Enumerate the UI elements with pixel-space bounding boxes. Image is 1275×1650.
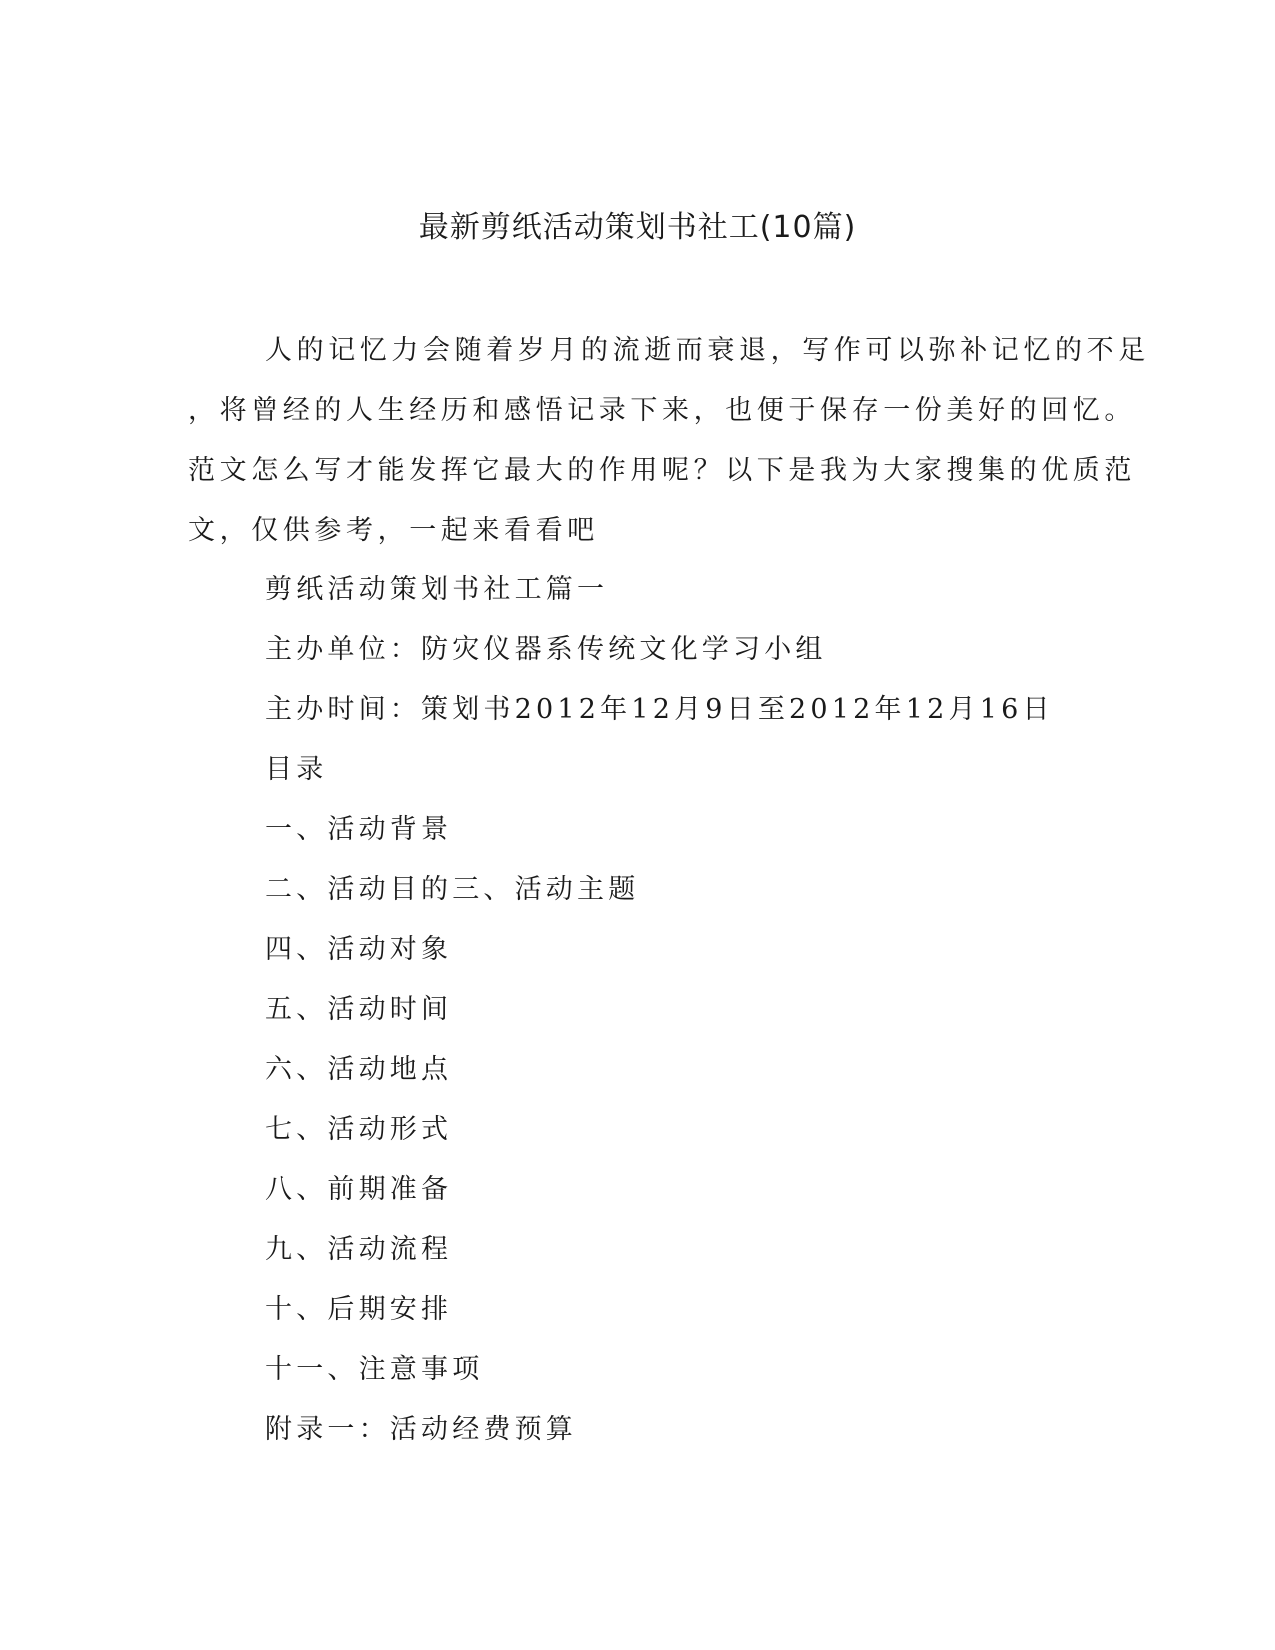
- toc-item: 附录一：活动经费预算: [265, 1414, 577, 1445]
- toc-item: 六、活动地点: [265, 1054, 453, 1085]
- toc-item: 九、活动流程: [265, 1234, 453, 1265]
- toc-item: 十、后期安排: [265, 1294, 453, 1325]
- intro-line: 人的记忆力会随着岁月的流逝而衰退，写作可以弥补记忆的不足: [265, 335, 1150, 366]
- toc-heading: 目录: [265, 754, 328, 785]
- intro-line: 文，仅供参考，一起来看看吧: [188, 515, 599, 546]
- document-title: 最新剪纸活动策划书社工(10篇): [418, 210, 857, 245]
- section-heading: 剪纸活动策划书社工篇一: [265, 574, 609, 605]
- toc-item: 七、活动形式: [265, 1114, 453, 1145]
- toc-item: 八、前期准备: [265, 1174, 453, 1205]
- schedule-line: 主办时间：策划书2012年12月9日至2012年12月16日: [265, 694, 1054, 725]
- toc-item: 十一、注意事项: [265, 1354, 484, 1385]
- toc-item: 二、活动目的三、活动主题: [265, 874, 640, 905]
- intro-line: ，将曾经的人生经历和感悟记录下来，也便于保存一份美好的回忆。: [188, 395, 1136, 426]
- intro-line: 范文怎么写才能发挥它最大的作用呢？以下是我为大家搜集的优质范: [188, 455, 1136, 486]
- toc-item: 五、活动时间: [265, 994, 453, 1025]
- toc-item: 四、活动对象: [265, 934, 453, 965]
- toc-item: 一、活动背景: [265, 814, 453, 845]
- organizer-line: 主办单位：防灾仪器系传统文化学习小组: [265, 634, 827, 665]
